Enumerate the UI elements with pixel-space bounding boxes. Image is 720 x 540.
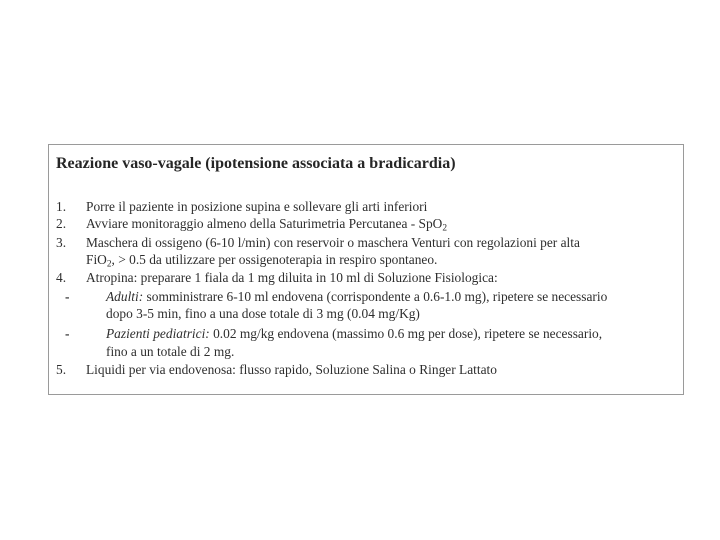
subitem-pediatric-label: Pazienti pediatrici: xyxy=(106,326,210,341)
subitem-pediatric-continuation: fino a un totale di 2 mg. xyxy=(106,344,235,359)
item-3-number: 3. xyxy=(56,235,67,250)
item-5-text: Liquidi per via endovenosa: flusso rapido, Soluzione Salina o Ringer Lattato xyxy=(86,362,497,377)
item-2-text: Avviare monitoraggio almeno della Saturimetria Percutanea - SpO$_2$ xyxy=(86,216,448,234)
subitem-adults-continuation: dopo 3-5 min, fino a una dose totale di 3 mg (0.04 mg/Kg) xyxy=(106,306,420,321)
item-4-text: Atropina: preparare 1 fiala da 1 mg diluita in 10 ml di Soluzione Fisiologica: xyxy=(86,270,498,285)
item-3-continuation: FiO$_2$, > 0.5 da utilizzare per ossigenoterapia in respiro spontaneo. xyxy=(86,252,438,270)
item-1-number: 1. xyxy=(56,199,67,214)
subitem-adults-dash: - xyxy=(65,289,70,304)
item-3-text: Maschera di ossigeno (6-10 l/min) con reservoir o maschera Venturi con regolazioni per alta xyxy=(86,235,580,250)
item-5-number: 5. xyxy=(56,362,67,377)
item-2-number: 2. xyxy=(56,216,67,231)
item-1-text: Porre il paziente in posizione supina e sollevare gli arti inferiori xyxy=(86,199,428,214)
subitem-pediatric-dash: - xyxy=(65,326,70,341)
subitem-adults-text: Adulti: somministrare 6-10 ml endovena (corrispondente a 0.6-1.0 mg), ripetere se necessario xyxy=(106,289,608,304)
subitem-adults-label: Adulti: xyxy=(106,289,144,304)
document-title: Reazione vaso-vagale (ipotensione associata a bradicardia) xyxy=(56,155,456,172)
item-4-number: 4. xyxy=(56,270,67,285)
subitem-pediatric-text: Pazienti pediatrici: 0.02 mg/kg endovena (massimo 0.6 mg per dose), ripetere se necessario, xyxy=(106,326,603,341)
